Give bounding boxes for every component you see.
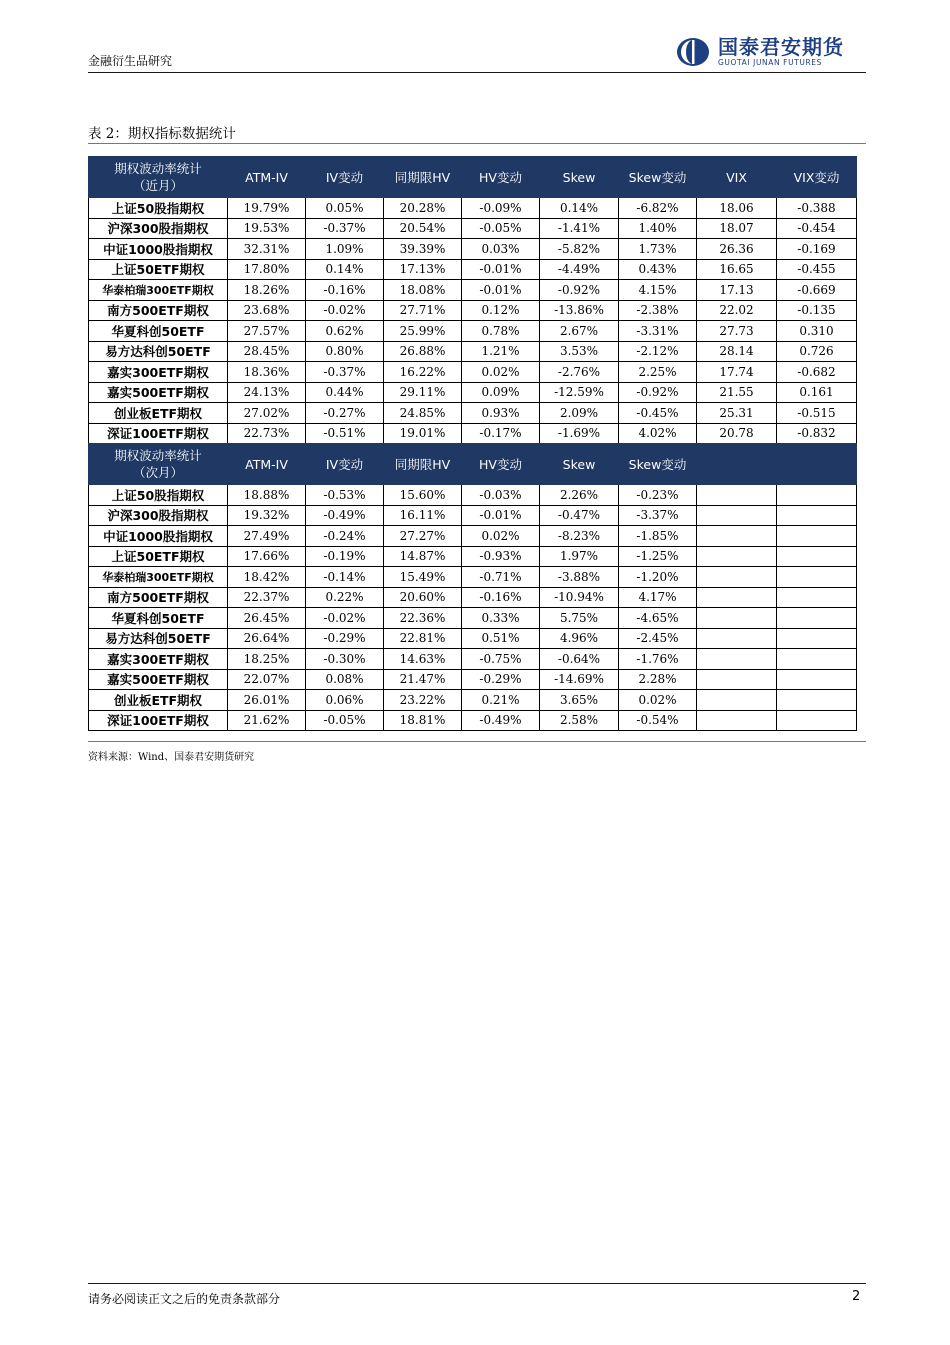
table-cell: 17.66% [228,546,306,567]
table-cell: 23.22% [384,690,462,711]
table-cell: 0.03% [462,239,540,260]
table-cell: 0.33% [462,608,540,629]
table-cell: 23.68% [228,300,306,321]
table-cell: 18.42% [228,567,306,588]
row-label: 创业板ETF期权 [89,403,228,424]
table-cell: -0.515 [777,403,857,424]
table-header-row [89,157,857,198]
table-cell: -0.45% [619,403,697,424]
table-cell: 26.45% [228,608,306,629]
table-cell: -0.51% [306,423,384,444]
row-label: 嘉实300ETF期权 [89,649,228,670]
column-header: 期权波动率统计 （近月） [89,157,228,198]
column-header: 同期限HV [384,444,462,485]
column-header: 同期限HV [384,157,462,198]
table-cell: 4.96% [540,628,619,649]
table-cell: -0.53% [306,485,384,506]
table-cell: -0.14% [306,567,384,588]
table-cell: -0.27% [306,403,384,424]
table-cell: 0.06% [306,690,384,711]
table-cell: -12.59% [540,382,619,403]
table-cell: -0.29% [306,628,384,649]
table-cell: -3.37% [619,505,697,526]
row-label: 上证50股指期权 [89,198,228,219]
table-cell: -14.69% [540,669,619,690]
table-cell: -0.832 [777,423,857,444]
table-cell: 27.27% [384,526,462,547]
table-cell: -0.169 [777,239,857,260]
table-row [89,505,857,526]
table-cell [777,587,857,608]
table-cell: 20.54% [384,218,462,239]
report-section-label: 金融衍生品研究 [88,54,173,68]
table-cell: -0.92% [619,382,697,403]
table-cell: 18.06 [697,198,777,219]
row-label: 中证1000股指期权 [89,526,228,547]
row-label: 嘉实500ETF期权 [89,382,228,403]
table-cell: 15.49% [384,567,462,588]
table-cell: -1.20% [619,567,697,588]
table-cell: 1.73% [619,239,697,260]
table-cell: 18.88% [228,485,306,506]
table-row [89,341,857,362]
logo-icon [676,37,710,67]
row-label: 沪深300股指期权 [89,218,228,239]
table-cell: 17.80% [228,259,306,280]
table-cell: -1.76% [619,649,697,670]
table-cell [697,608,777,629]
column-header: Skew变动 [619,157,697,198]
table-cell: 26.64% [228,628,306,649]
table-cell: 5.75% [540,608,619,629]
table-row [89,710,857,731]
table-row [89,403,857,424]
row-label: 华夏科创50ETF [89,608,228,629]
table-row [89,300,857,321]
table-cell: 2.25% [619,362,697,383]
table-cell: 21.55 [697,382,777,403]
table-row [89,198,857,219]
logo-english-name: GUOTAI JUNAN FUTURES [718,58,822,67]
table-cell: -2.38% [619,300,697,321]
table-cell: 18.07 [697,218,777,239]
table-cell: -0.30% [306,649,384,670]
table-cell [697,546,777,567]
table-cell: 1.21% [462,341,540,362]
table-cell: 20.78 [697,423,777,444]
row-label: 沪深300股指期权 [89,505,228,526]
table-header-row [89,444,857,485]
company-logo [676,36,844,68]
table-cell: 22.02 [697,300,777,321]
table-cell: 1.40% [619,218,697,239]
table-cell: -0.93% [462,546,540,567]
table-cell: 0.93% [462,403,540,424]
table-row [89,423,857,444]
table-cell: 21.62% [228,710,306,731]
table-cell: -3.31% [619,321,697,342]
header-divider [88,72,866,73]
table-cell: 0.05% [306,198,384,219]
table-cell: 1.09% [306,239,384,260]
table-row [89,567,857,588]
table-cell [777,628,857,649]
table-cell: 16.65 [697,259,777,280]
column-header: Skew [540,444,619,485]
table-cell: 27.02% [228,403,306,424]
table-cell: -0.01% [462,280,540,301]
table-cell: -0.669 [777,280,857,301]
table-cell: -0.682 [777,362,857,383]
column-header: ATM-IV [228,444,306,485]
table-cell: 0.726 [777,341,857,362]
table-cell [697,505,777,526]
next-month-table [88,443,857,731]
table-caption: 表 2：期权指标数据统计 [88,126,236,142]
table-cell: 0.14% [306,259,384,280]
table-cell: 20.28% [384,198,462,219]
table-cell: -2.76% [540,362,619,383]
table-cell: 19.32% [228,505,306,526]
page-number: 2 [852,1289,861,1304]
table-cell: 22.07% [228,669,306,690]
table-cell: -0.454 [777,218,857,239]
table-row [89,259,857,280]
row-label: 南方500ETF期权 [89,587,228,608]
table-cell: -0.23% [619,485,697,506]
near-month-table [88,156,857,444]
table-cell: 0.44% [306,382,384,403]
table-cell: 0.12% [462,300,540,321]
table-cell: -0.09% [462,198,540,219]
table-cell: 18.08% [384,280,462,301]
table-row [89,608,857,629]
column-header: Skew变动 [619,444,697,485]
table-row [89,669,857,690]
table-cell: -0.19% [306,546,384,567]
table-cell: 14.63% [384,649,462,670]
table-cell: 0.51% [462,628,540,649]
table-cell: 39.39% [384,239,462,260]
table-cell: 0.14% [540,198,619,219]
row-label: 华夏科创50ETF [89,321,228,342]
table-cell [777,669,857,690]
table-cell: 0.09% [462,382,540,403]
table-cell: -0.01% [462,505,540,526]
footer-disclaimer: 请务必阅读正文之后的免责条款部分 [88,1292,281,1306]
column-header [697,444,777,485]
table-cell: -13.86% [540,300,619,321]
table-cell: 19.79% [228,198,306,219]
table-cell: -0.02% [306,608,384,629]
table-cell [777,710,857,731]
table-row [89,321,857,342]
table-cell: 0.62% [306,321,384,342]
table-cell: 25.99% [384,321,462,342]
table-cell: -0.03% [462,485,540,506]
table-cell [777,485,857,506]
table-cell: 26.01% [228,690,306,711]
table-cell: -4.65% [619,608,697,629]
table-row [89,280,857,301]
footer-divider [88,1283,866,1284]
table-cell: 27.57% [228,321,306,342]
row-label: 深证100ETF期权 [89,710,228,731]
table-cell: -0.75% [462,649,540,670]
table-cell [777,649,857,670]
table-cell: 1.97% [540,546,619,567]
table-cell: -0.16% [306,280,384,301]
table-cell: -1.25% [619,546,697,567]
table-row [89,239,857,260]
table-cell: 0.78% [462,321,540,342]
row-label: 嘉实300ETF期权 [89,362,228,383]
table-cell: 3.53% [540,341,619,362]
table-cell [777,608,857,629]
table-cell: 2.67% [540,321,619,342]
table-cell: -0.16% [462,587,540,608]
table-row [89,649,857,670]
table-cell: -0.05% [462,218,540,239]
table-cell: 21.47% [384,669,462,690]
table-cell: -0.29% [462,669,540,690]
row-label: 创业板ETF期权 [89,690,228,711]
table-row [89,362,857,383]
table-cell [697,669,777,690]
table-row [89,587,857,608]
table-cell: 16.11% [384,505,462,526]
table-cell: 0.02% [462,526,540,547]
table-cell [777,505,857,526]
table-cell: -0.01% [462,259,540,280]
data-source-note: 资料来源：Wind、国泰君安期货研究 [88,752,255,763]
table-cell: 18.36% [228,362,306,383]
table-row [89,526,857,547]
column-header: 期权波动率统计 （次月） [89,444,228,485]
column-header: ATM-IV [228,157,306,198]
table-cell: 3.65% [540,690,619,711]
table-cell: 22.36% [384,608,462,629]
table-cell: 0.80% [306,341,384,362]
table-cell: 0.02% [462,362,540,383]
table-cell: 2.09% [540,403,619,424]
row-label: 易方达科创50ETF [89,628,228,649]
table-row [89,485,857,506]
row-label: 上证50ETF期权 [89,546,228,567]
column-header: VIX变动 [777,157,857,198]
column-header: IV变动 [306,444,384,485]
logo-chinese-name: 国泰君安期货 [718,35,844,59]
table-cell: 0.21% [462,690,540,711]
table-cell: -8.23% [540,526,619,547]
column-header: HV变动 [462,157,540,198]
row-label: 南方500ETF期权 [89,300,228,321]
table-cell: -0.37% [306,362,384,383]
table-cell [697,628,777,649]
row-label: 华泰柏瑞300ETF期权 [89,567,228,588]
table-cell: 19.53% [228,218,306,239]
table-cell: 27.71% [384,300,462,321]
table-cell: 2.28% [619,669,697,690]
column-header [777,444,857,485]
table-cell [697,690,777,711]
table-cell: 14.87% [384,546,462,567]
table-row [89,628,857,649]
table-cell: -6.82% [619,198,697,219]
table-cell: -0.17% [462,423,540,444]
table-cell: 0.02% [619,690,697,711]
table-cell: 0.161 [777,382,857,403]
table-cell: -0.71% [462,567,540,588]
table-cell [697,649,777,670]
table-cell: 18.25% [228,649,306,670]
table-cell: 0.310 [777,321,857,342]
table-cell: 17.13% [384,259,462,280]
table-cell: 19.01% [384,423,462,444]
column-header: VIX [697,157,777,198]
row-label: 上证50ETF期权 [89,259,228,280]
table-cell: -0.455 [777,259,857,280]
table-cell: 0.08% [306,669,384,690]
table-cell: -0.64% [540,649,619,670]
table-cell: 18.26% [228,280,306,301]
table-cell: 25.31 [697,403,777,424]
table-cell [697,526,777,547]
table-cell: -2.45% [619,628,697,649]
table-cell: -10.94% [540,587,619,608]
table-cell: 24.85% [384,403,462,424]
table-cell [777,526,857,547]
column-header: Skew [540,157,619,198]
table-cell: 22.37% [228,587,306,608]
table-cell: 4.17% [619,587,697,608]
table-cell: -0.05% [306,710,384,731]
row-label: 上证50股指期权 [89,485,228,506]
table-cell: -0.47% [540,505,619,526]
table-row [89,382,857,403]
table-cell: 4.15% [619,280,697,301]
table-cell: -0.92% [540,280,619,301]
row-label: 中证1000股指期权 [89,239,228,260]
table-cell: 22.81% [384,628,462,649]
table-cell: 29.11% [384,382,462,403]
table-cell: -1.69% [540,423,619,444]
table-cell [697,710,777,731]
table-cell: -0.49% [306,505,384,526]
table-cell: -5.82% [540,239,619,260]
row-label: 深证100ETF期权 [89,423,228,444]
table-cell: -0.49% [462,710,540,731]
table-cell: 16.22% [384,362,462,383]
table-cell [697,567,777,588]
table-cell: 2.26% [540,485,619,506]
table-cell: -0.37% [306,218,384,239]
table-cell: 20.60% [384,587,462,608]
table-cell: 28.14 [697,341,777,362]
table-cell: -1.41% [540,218,619,239]
column-header: HV变动 [462,444,540,485]
table-cell [697,485,777,506]
table-cell [777,546,857,567]
table-cell: 28.45% [228,341,306,362]
table-cell: 22.73% [228,423,306,444]
caption-divider [88,143,866,144]
table-cell: -0.02% [306,300,384,321]
table-cell: 32.31% [228,239,306,260]
table-row [89,546,857,567]
table-cell: -1.85% [619,526,697,547]
table-cell: 2.58% [540,710,619,731]
table-cell: 0.22% [306,587,384,608]
table-cell: 17.13 [697,280,777,301]
table-cell: 17.74 [697,362,777,383]
table-cell: 18.81% [384,710,462,731]
row-label: 华泰柏瑞300ETF期权 [89,280,228,301]
table-cell [777,567,857,588]
column-header: IV变动 [306,157,384,198]
table-cell [777,690,857,711]
table-cell: 15.60% [384,485,462,506]
table-row [89,690,857,711]
row-label: 易方达科创50ETF [89,341,228,362]
table-cell: 27.73 [697,321,777,342]
table-row [89,218,857,239]
table-cell: 26.88% [384,341,462,362]
table-cell: 24.13% [228,382,306,403]
table-cell: -0.388 [777,198,857,219]
table-cell: -3.88% [540,567,619,588]
table-cell: -0.24% [306,526,384,547]
row-label: 嘉实500ETF期权 [89,669,228,690]
table-cell: 0.43% [619,259,697,280]
table-cell: 4.02% [619,423,697,444]
table-cell [697,587,777,608]
table-cell: -2.12% [619,341,697,362]
source-divider [88,741,866,742]
table-cell: 27.49% [228,526,306,547]
table-cell: 26.36 [697,239,777,260]
table-cell: -0.54% [619,710,697,731]
table-cell: -4.49% [540,259,619,280]
table-cell: -0.135 [777,300,857,321]
